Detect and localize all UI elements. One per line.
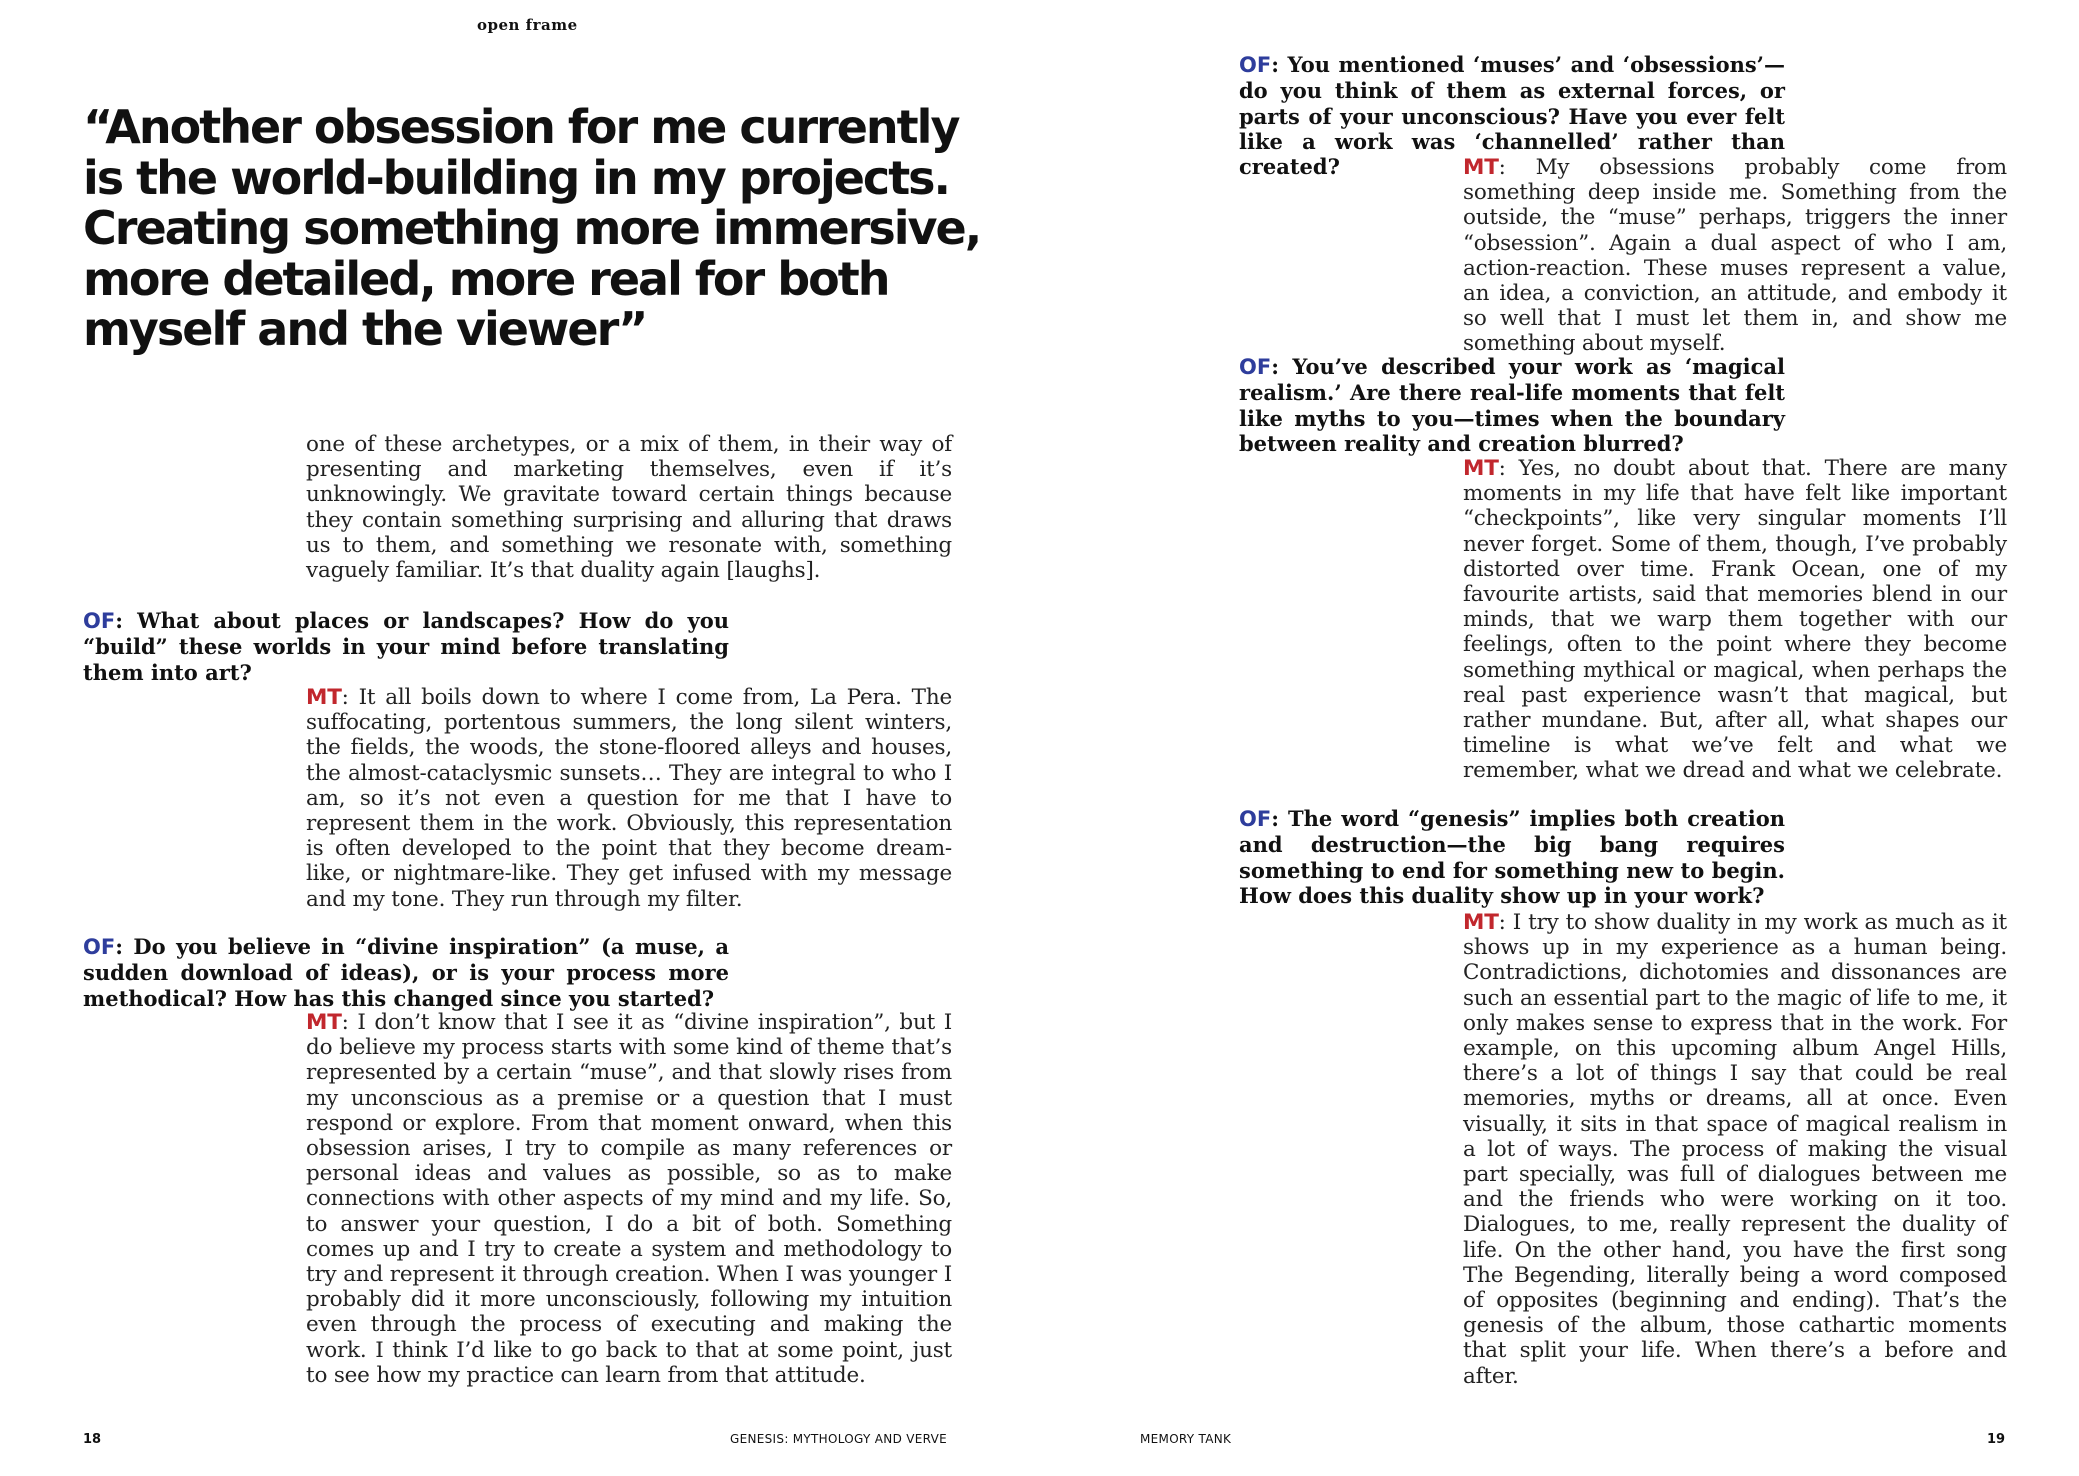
answer-text: : I try to show duality in my work as much as it shows up in my experience as a human being. Contradictions, dichotomies and dissonances are such an essential part to the magic of life to me, it only makes sense to express that in the work. For example, on this upcoming album Angel Hills, there’s a lot of things I say that could be real memories, myths or dreams, all at once. Even visually, it sits in that space of magical realism in a lot of ways. The process of making the visual part specially, was full of dialogues between me and the friends who were working on it too. Dialogues, to me, really represent the duality of life. On the other hand, you have the first song The Begending, literally being a word composed of opposites (beginning and ending). That’s the genesis of the album, those cathartic moments that split your life. When there’s a before and after.: [1463, 910, 2007, 1389]
running-head-left: GENESIS: MYTHOLOGY AND VERVE: [730, 1432, 948, 1446]
interviewer-tag: OF: [1239, 355, 1272, 379]
answer-4: [1463, 456, 2007, 784]
answer-text: : I don’t know that I see it as “divine inspiration”, but I do believe my process starts with some kind of theme that’s represented by a certain “muse”, and that slowly rises from my unconscious as a premise or a question that I must respond or explore. From that moment onward, when this obsession arises, I try to compile as many references or personal ideas and values as possible, so as to make connections with other aspects of my mind and my life. So, to answer your question, I do a bit of both. Something comes up and I try to create a system and methodology to try and represent it through creation. When I was younger I probably did it more unconsciously, following my intuition even through the process of executing and making the work. I think I’d like to go back to that at some point, just to see how my practice can learn from that attitude.: [306, 1010, 952, 1388]
artist-tag: MT: [306, 1010, 342, 1035]
interviewer-tag: OF: [83, 609, 116, 633]
answer-1: [306, 685, 952, 912]
answer-text: : Yes, no doubt about that. There are many moments in my life that have felt like important “checkpoints”, like very singular moments I’ll never forget. Some of them, though, I’ve probably distorted over time. Frank Ocean, one of my favourite artists, said that memories blend in our minds, that we warp them together with our feelings, often to the point where they become something mythical or magical, when perhaps the real past experience wasn’t that magical, but rather mundane. But, after all, what shapes our timeline is what we’ve felt and what we remember, what we dread and what we celebrate.: [1463, 456, 2007, 784]
interviewer-tag: OF: [1239, 807, 1272, 831]
answer-3: [1463, 155, 2007, 357]
question-1: [83, 608, 729, 685]
question-2: [83, 934, 729, 1011]
intro-paragraph: one of these archetypes, or a mix of them, in their way of presenting and marketing themselves, even if it’s unknowingly. We gravitate toward certain things because they contain something surprising and alluring that draws us to them, and something we resonate with, something vaguely familiar. It’s that duality again [laughs].: [306, 432, 952, 584]
question-text: : The word “genesis” implies both creation and destruction—the big bang requires something to end for something new to begin. How does this duality show up in your work?: [1239, 806, 1785, 908]
page-number-right: 19: [1987, 1432, 2006, 1447]
question-text: : You mentioned ‘muses’ and ‘obsessions’—do you think of them as external forces, or parts of your unconscious? Have you ever felt like a work was ‘channelled’ rather than created?: [1239, 52, 1785, 180]
pull-quote: “Another obsession for me currently is the world-building in my projects. Creating something more immersive, more detailed, more real for both myself and the viewer”: [83, 100, 981, 356]
question-5: [1239, 806, 1785, 908]
artist-tag: MT: [1463, 155, 1499, 180]
question-text: : What about places or landscapes? How do you “build” these worlds in your mind before translating them into art?: [83, 608, 729, 685]
artist-tag: MT: [1463, 456, 1499, 481]
question-text: : Do you believe in “divine inspiration” (a muse, a sudden download of ideas), or is your process more methodical? How has this changed since you started?: [83, 934, 729, 1011]
answer-5: [1463, 910, 2007, 1389]
masthead: open frame: [477, 16, 578, 34]
right-page: [1040, 0, 2079, 1476]
interviewer-tag: OF: [1239, 53, 1272, 77]
page-number-left: 18: [83, 1432, 102, 1447]
question-4: [1239, 354, 1785, 456]
artist-tag: MT: [1463, 910, 1499, 935]
answer-text: : My obsessions probably come from something deep inside me. Something from the outside, the “muse” perhaps, triggers the inner “obsession”. Again a dual aspect of who I am, action-reaction. These muses represent a value, an idea, a conviction, an attitude, and embody it so well that I must let them in, and show me something about myself.: [1463, 155, 2007, 357]
answer-2: [306, 1010, 952, 1388]
running-head-right: MEMORY TANK: [1140, 1432, 1232, 1446]
question-text: : You’ve described your work as ‘magical realism.’ Are there real-life moments that felt like myths to you—times when the boundary between reality and creation blurred?: [1239, 354, 1785, 456]
artist-tag: MT: [306, 685, 342, 710]
answer-text: : It all boils down to where I come from, La Pera. The suffocating, portentous summers, the long silent winters, the fields, the woods, the stone-floored alleys and houses, the almost-cataclysmic sunsets… They are integral to who I am, so it’s not even a question for me that I have to represent them in the work. Obviously, this representation is often developed to the point that they become dream-like, or nightmare-like. They get infused with my message and my tone. They run through my filter.: [306, 685, 952, 912]
interviewer-tag: OF: [83, 935, 116, 959]
